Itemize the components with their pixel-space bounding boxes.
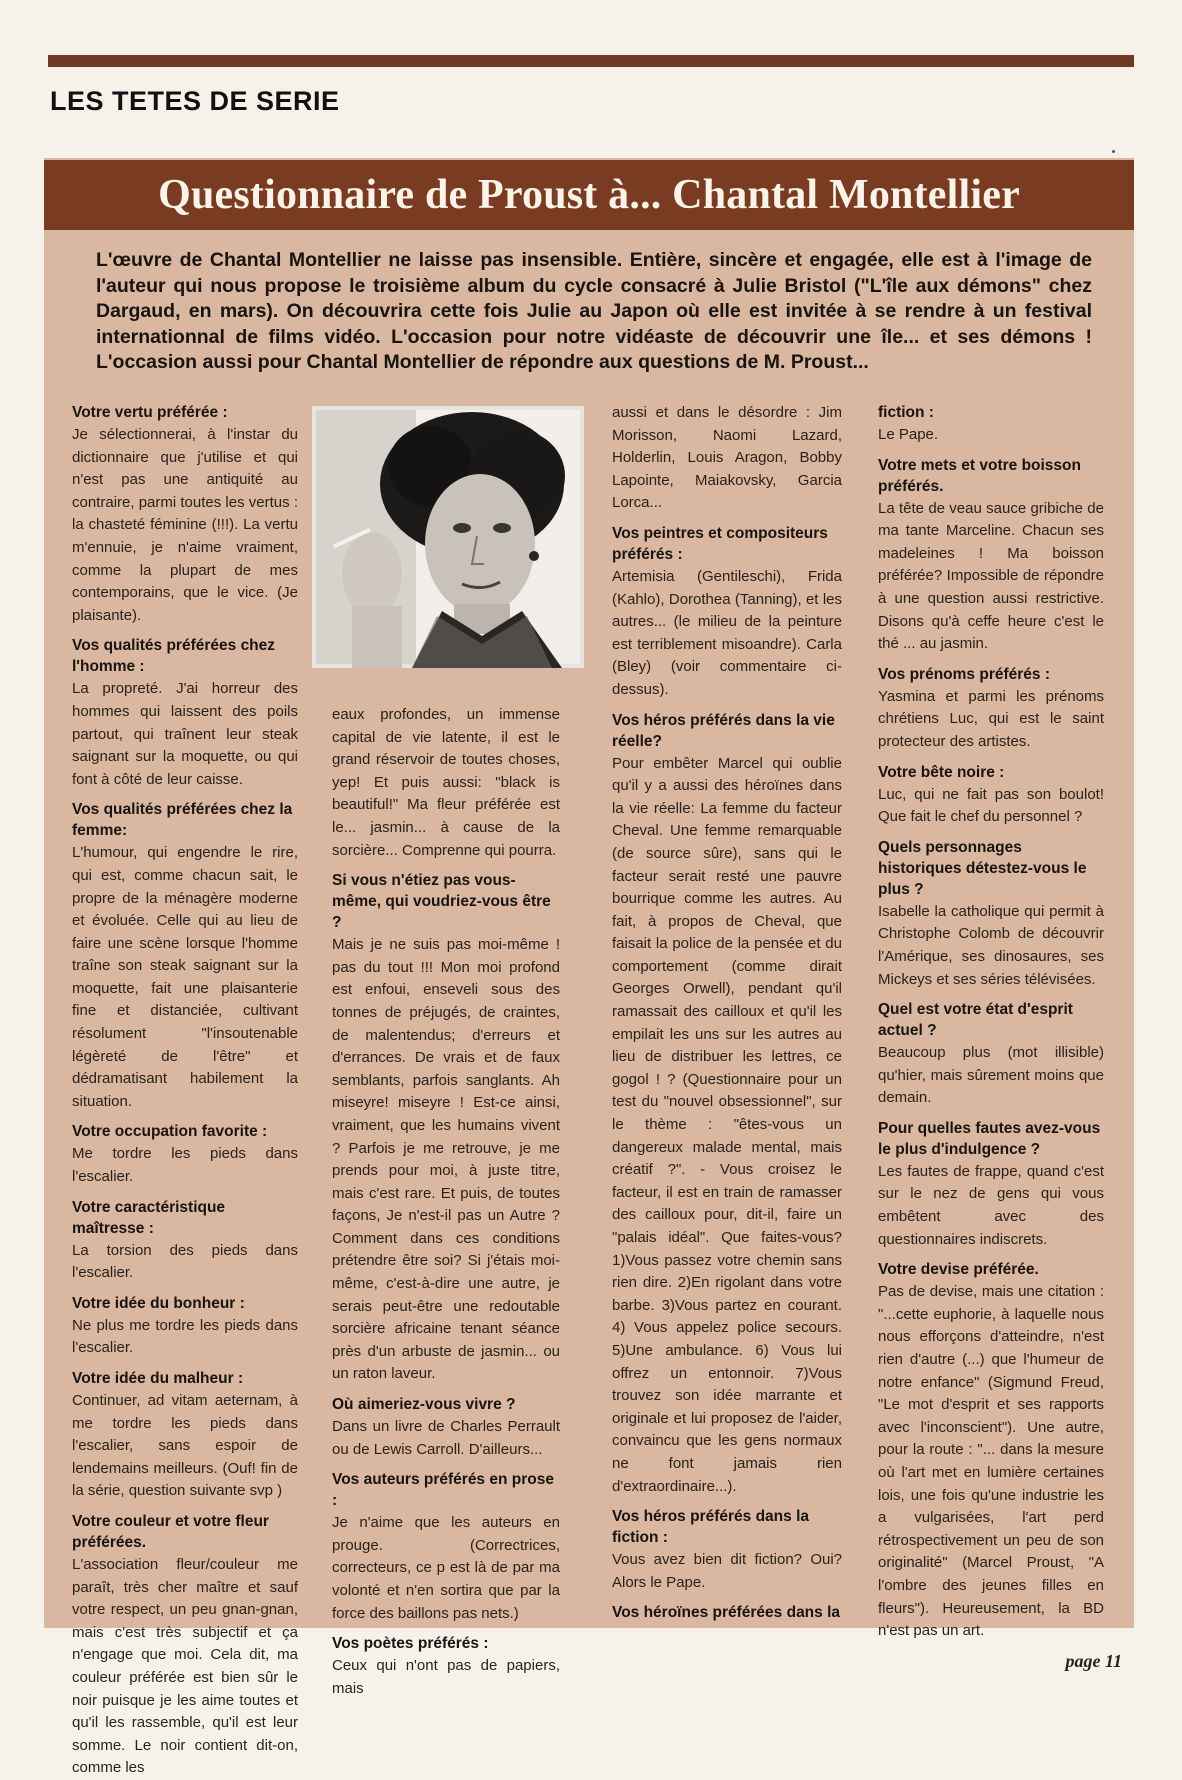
question-heading: Votre mets et votre boisson préférés. [878,456,1081,495]
top-rule [48,55,1134,67]
title-bar [44,160,1134,230]
question-heading: Vos auteurs préférés en prose : [332,1471,554,1510]
question-heading: Votre couleur et votre fleur préférées. [72,1512,269,1551]
question-heading: Vos prénoms préférés : [878,665,1050,683]
answer-text: aussi et dans le désordre : Jim Morisson, Naomi Lazard, Holderlin, Louis Aragon, Bobby Lapointe, Maiakovsky, Garcia Lorca... [612,404,842,512]
answer-text: Pour embêter Marcel qui oublie qu'il y a aussi des héroïnes dans la vie réelle: La femme du facteur Cheval. Une femme remarquable (de source sûre), sans qui le facteur serait resté une pauvre bourrique comme les autres. Au fait, à propos de Cheval, que faisait la police de la pensée et du comportement (comme dirait Georges Orwell), pendant qu'il ramassait des cailloux et qu'il les empilait les uns sur les autres au lieu de distribuer les lettres, ce gogol ! ? (Questionnaire pour un test du "nouvel obsessionnel", sur le thème : "êtes-vous un dangereux malade mental, mais créatif ?". - Vous croisez le facteur, il est en train de ramasser des cailloux pour, dit-il, faire un "palais idéal". Que faites-vous? 1)Vous passez votre chemin sans rien dire. 2)En rigolant dans votre barbe. 3)Vous partez en courant. 4) Vous appelez police secours. 5)Une ambulance. 6) Vous lui offrez un entonnoir. 7)Vous trouvez son idée marrante et originale et lui proposez de l'aider, convaincu que les gens normaux ne font jamais rien d'extraordinaire...). [612,754,842,1495]
answer-text: Vous avez bien dit fiction? Oui? Alors le Pape. [612,1551,842,1591]
answer-text: Les fautes de frappe, quand c'est sur le nez de gens qui vous embêtent avec des questionnaires indiscrets. [878,1162,1104,1248]
question-heading: Votre caractéristique maîtresse : [72,1198,226,1237]
answer-text: Pas de devise, mais une citation : "...cette euphorie, à laquelle nous nous efforçons d'atteindre, n'est rien d'autre (...) que l'humeur de notre enfance" (Sigmund Freud, "Le mot d'esprit et ses rapports avec l'inconscient"). Une autre, pour la route : "... dans la mesure où l'art met en lumière certaines lois, une fois qu'une industrie les a vulgarisées, l'art perd rétrospectivement un peu de son originalité" (Marcel Proust, "A l'ombre des jeunes filles en fleurs"). Heureusement, la BD n'est pas un art. [878,1283,1104,1640]
answer-text: eaux profondes, un immense capital de vie latente, il est le grand réservoir de toutes choses, yep! Et puis aussi: "black is beautiful!" Ma fleur préférée est le... jasmin... à cause de la sorcière... Comprenne qui pourra. [332,706,560,859]
intro-paragraph: L'œuvre de Chantal Montellier ne laisse pas insensible. Entière, sincère et engagée, elle est à l'image de l'auteur qui nous propose le troisième album du cycle consacré à Julie Bristol ("L'île aux démons" chez Dargaud, en mars). On découvrira cette fois Julie au Japon où elle est invitée à se rendre à un festival internationnal de films vidéo. L'occasion pour notre vidéaste de découvrir une île... et ses démons ! L'occasion aussi pour Chantal Montellier de répondre aux questions de M. Proust... [96,249,1092,373]
answer-text: Isabelle la catholique qui permit à Christophe Colomb de découvrir l'Amérique, ses dinosaures, ses Mickeys et ses séries télévisées. [878,902,1104,988]
answer-text: Je sélectionnerai, à l'instar du dictionnaire que j'utilise et qui n'est pas une antiquité au contraire, parmi toutes les vertus : la chasteté féminine (!!!). La vertu m'ennuie, je n'aime vraiment, comme la plupart de mes contemporains, que le vice. (Je plaisante). [72,426,298,624]
question-heading: Si vous n'étiez pas vous-même, qui voudriez-vous être ? [332,872,551,932]
answer-text: La propreté. J'ai horreur des hommes qui laissent des poils partout, qui traînent leur steak saignant sur la moquette, ou qui font à côté de leur caisse. [72,680,298,788]
answer-text: Dans un livre de Charles Perrault ou de Lewis Carroll. D'ailleurs... [332,1418,560,1458]
answer-text: Artemisia (Gentileschi), Frida (Kahlo), Dorothea (Tanning), et les autres... (le milieu de la peinture est terriblement misoandre). Carla (Bley) (voir commentaire ci-dessus). [612,567,842,698]
answer-text: Yasmina et parmi les prénoms chrétiens Luc, qui est le saint protecteur des artistes. [878,687,1104,750]
question-heading: Votre idée du malheur : [72,1370,244,1387]
answer-text: Ceux qui n'ont pas de papiers, mais [332,1657,560,1697]
author-photo [312,406,584,668]
answer-text: La torsion des pieds dans l'escalier. [72,1241,298,1282]
question-heading: Vos qualités préférées chez la femme: [72,801,293,840]
column-1 [72,402,298,1780]
question-heading: Vos peintres et compositeurs préférés : [612,524,828,563]
question-heading: Votre bête noire : [878,763,1005,781]
answer-text: Me tordre les pieds dans l'escalier. [72,1145,298,1186]
speck [1112,150,1115,153]
page-number: page 11 [1065,1651,1122,1671]
answer-text: La tête de veau sauce gribiche de ma tante Marceline. Chacun ses madeleines ! Ma boisson préférée? Impossible de répondre à une question aussi restrictive. Disons qu'à ceffe heure c'est le thé ... au jasmin. [878,499,1104,653]
portrait-image [312,406,584,668]
question-heading: Votre devise préférée. [878,1261,1039,1279]
question-heading: Vos poètes préférés : [332,1635,489,1653]
answer-text: Continuer, ad vitam aeternam, à me tordre les pieds dans l'escalier, sans espoir de lendemains meilleurs. (Ouf! fin de la série, question suivante svp ) [72,1392,298,1500]
question-heading: Où aimeriez-vous vivre ? [332,1396,516,1414]
question-heading: Votre vertu préférée : [72,404,228,421]
question-heading: Pour quelles fautes avez-vous le plus d'indulgence ? [878,1119,1101,1158]
answer-text: Le Pape. [878,426,939,443]
column-2 [332,704,560,1700]
answer-text: Mais je ne suis pas moi-même ! pas du tout !!! Mon moi profond est enfoui, enseveli sous des tonnes de préjugés, de craintes, de malentendus; d'erreurs et d'errances. De vrais et de faux semblants, parfois sanglants. Ah miseyre! miseyre ! Est-ce ainsi, vraiment, que les humains vivent ? Parfois je me retrouve, je me prends pour moi, à juste titre, mais c'est rare. Et puis, de toutes façons, Je n'est-il pas un Autre ? Comment dans ces conditions prétendre être soi? Si j'étais moi-même, c'est-à-dire une autre, je serais peut-être une redoutable sorcière africaine tenant séance près d'un arbuste de jasmin... ou un raton laveur. [332,936,560,1383]
question-heading: fiction : [878,404,934,421]
question-heading: Quel est votre état d'esprit actuel ? [878,1001,1073,1040]
question-heading: Vos héros préférés dans la vie réelle? [612,711,835,750]
question-heading: Votre occupation favorite : [72,1123,268,1141]
answer-text: Je n'aime que les auteurs en prouge. (Correctrices, correcteurs, ce p est là de par ma volonté et n'en sortira que par la force des baillons pas nets.) [332,1514,560,1622]
answer-text: L'association fleur/couleur me paraît, très cher maître et sauf votre respect, un peu gnan-gnan, mais c'est très subjectif et ça n'engage que moi. Cela dit, ma couleur préférée est bien sûr le noir puisque je les aime toutes et qu'il les rassemble, qu'il est leur somme. Le noir contient dit-on, comme les [72,1555,298,1777]
column-3 [612,402,842,1624]
section-label: LES TETES DE SERIE [50,86,340,116]
question-heading: Quels personnages historiques détestez-vous le plus ? [878,838,1087,898]
answer-text: Ne plus me tordre les pieds dans l'escalier. [72,1316,298,1357]
question-heading: Vos qualités préférées chez l'homme : [72,637,276,676]
question-heading: Votre idée du bonheur : [72,1294,245,1312]
question-heading: Vos héroïnes préférées dans la [612,1604,841,1622]
answer-text: Luc, qui ne fait pas son boulot! Que fait le chef du personnel ? [878,785,1104,826]
question-heading: Vos héros préférés dans la fiction : [612,1508,809,1547]
answer-text: Beaucoup plus (mot illisible) qu'hier, mais sûrement moins que demain. [878,1044,1104,1107]
article-title: Questionnaire de Proust à... Chantal Montellier [158,172,1020,218]
answer-text: L'humour, qui engendre le rire, qui est, comme chacun sait, le propre de la ménagère moderne et évoluée. Celle qui au lieu de faire une scène lorsque l'homme traîne son steak saignant sur la moquette, fait une plaisanterie fine et distanciée, cultivant résolument "l'insoutenable légèreté de l'être" et dédramatisant habilement la situation. [72,844,298,1110]
column-4 [878,402,1104,1643]
